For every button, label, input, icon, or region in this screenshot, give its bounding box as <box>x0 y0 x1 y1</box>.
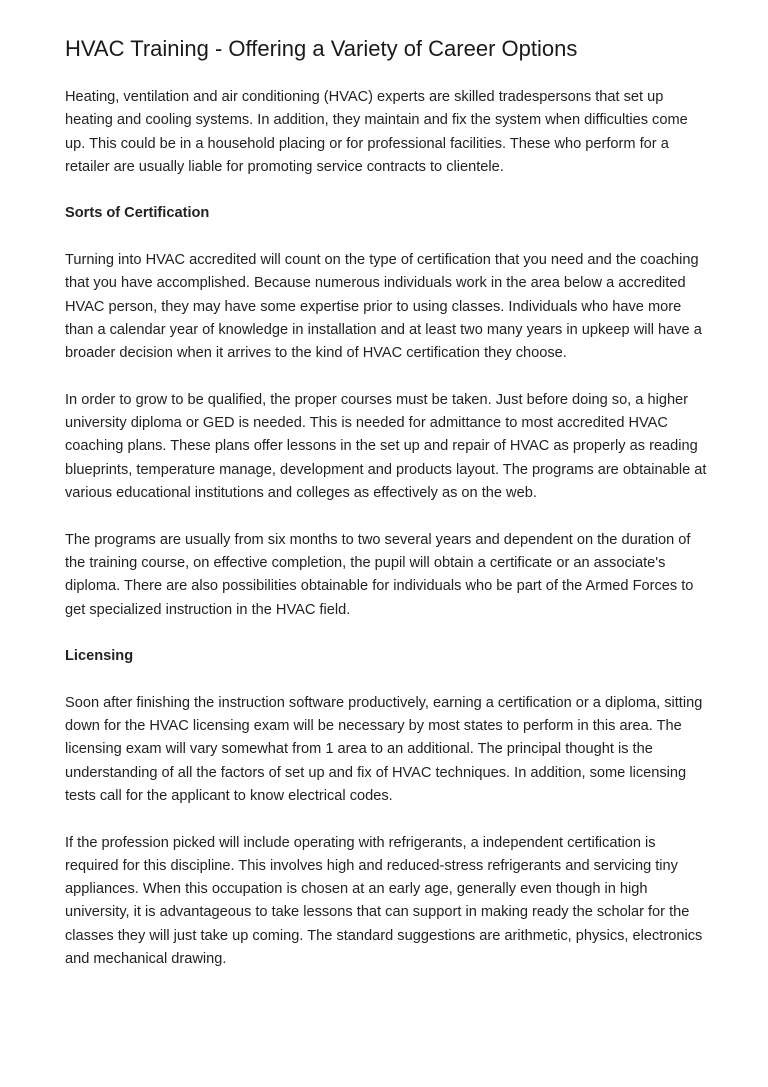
section-heading-certification: Sorts of Certification <box>65 205 210 222</box>
paragraph-certification-3: The programs are usually from six months to two several years and dependent on the duration of the training course, on effective completion, the pupil will obtain a certificate or an associate's diploma. There are also possibilities obtainable for individuals who be part of the Armed Forces to get specialized instruction in the HVAC field. <box>65 531 694 618</box>
document-page <box>65 36 710 995</box>
section-heading-licensing: Licensing <box>65 648 134 665</box>
paragraph-certification-2: In order to grow to be qualified, the proper courses must be taken. Just before doing so, a higher university diploma or GED is needed. This is needed for admittance to most accredited HVAC coaching plans. These plans offer lessons in the set up and repair of HVAC as properly as reading blueprints, temperature manage, development and products layout. The programs are obtainable at various educational institutions and colleges as effectively as on the web. <box>65 391 707 502</box>
paragraph-licensing-2: If the profession picked will include operating with refrigerants, a independent certification is required for this discipline. This involves high and reduced-stress refrigerants and servicing tiny appliances. When this occupation is chosen at an early age, generally even though in high university, it is advantageous to take lessons that can support in making ready the scholar for the classes they will just take up coming. The standard suggestions are arithmetic, physics, electronics and mechanical drawing. <box>65 834 703 967</box>
paragraph-licensing-1: Soon after finishing the instruction software productively, earning a certification or a diploma, sitting down for the HVAC licensing exam will be necessary by most states to perform in this area. The licensing exam will vary somewhat from 1 area to an additional. The principal thought is the understanding of all the factors of set up and fix of HVAC techniques. In addition, some licensing tests call for the applicant to know electrical codes. <box>65 694 703 804</box>
document-title: HVAC Training - Offering a Variety of Career Options <box>65 36 578 61</box>
paragraph-certification-1: Turning into HVAC accredited will count on the type of certification that you need and the coaching that you have accomplished. Because numerous individuals work in the area below a accredited HVAC person, they may have some expertise prior to using classes. Individuals who have more than a calendar year of knowledge in installation and at least two many years in upkeep will have a broader decision when it arrives to the kind of HVAC certification they choose. <box>65 252 702 362</box>
paragraph-intro: Heating, ventilation and air conditioning (HVAC) experts are skilled tradespersons that set up heating and cooling systems. In addition, they maintain and fix the system when difficulties come up. This could be in a household placing or for professional facilities. These who perform for a retailer are usually liable for promoting service contracts to clientele. <box>65 89 688 175</box>
